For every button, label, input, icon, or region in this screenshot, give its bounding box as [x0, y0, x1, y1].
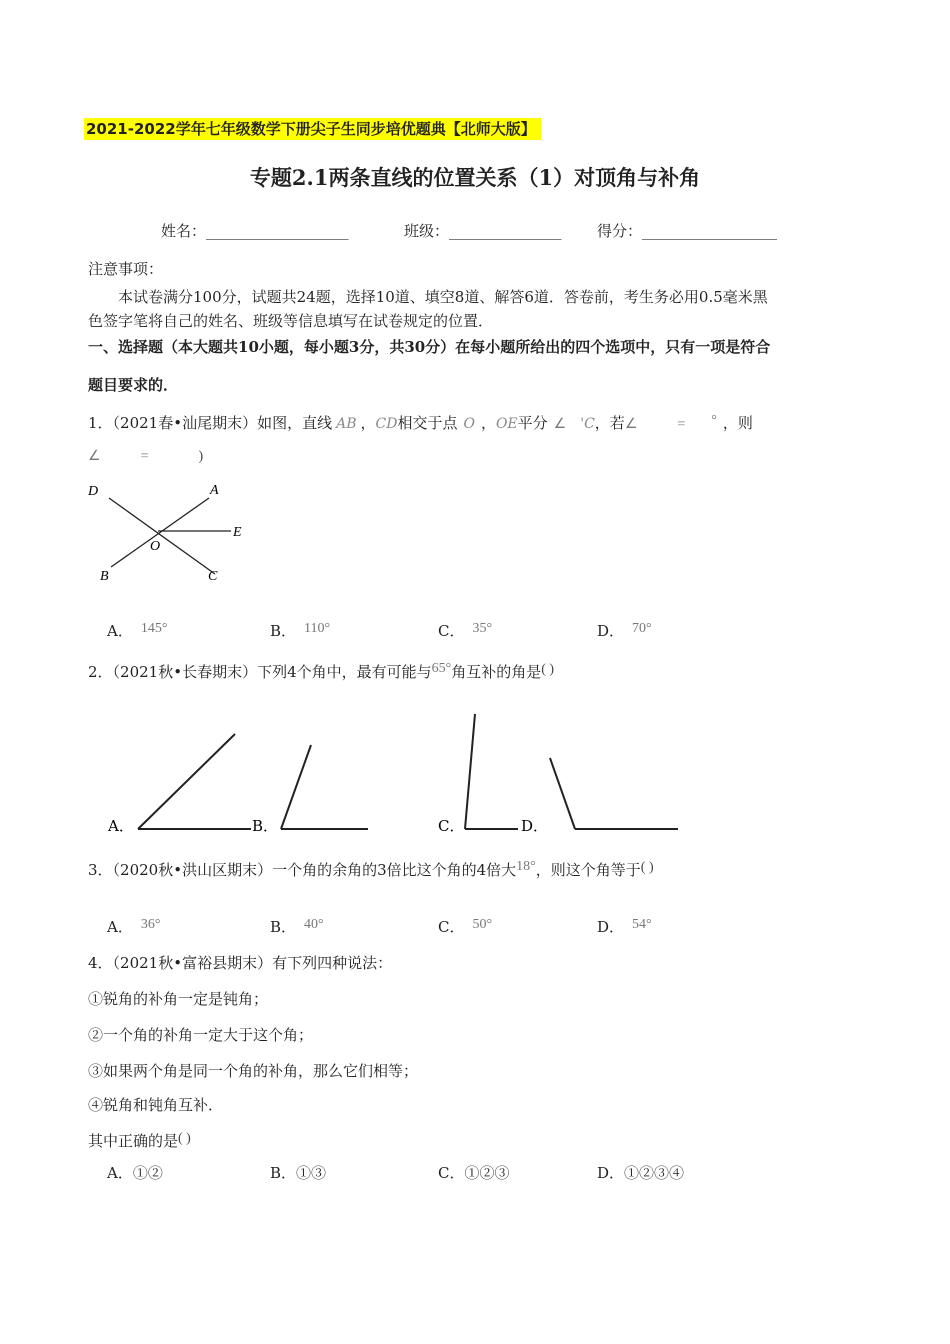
option-letter: A． [107, 918, 133, 936]
q4-statement-4: ④锐角和钝角互补． [88, 1096, 224, 1114]
option-letter: B． [270, 1164, 297, 1182]
angle-c[interactable] [438, 714, 518, 835]
class-label: 班级： [404, 222, 450, 240]
q3-paren: ( ) [640, 860, 654, 875]
q3-option-b[interactable] [270, 916, 324, 937]
q1-oe: OE [495, 416, 518, 432]
q3-text-2: ，则这个角等于 [535, 861, 641, 879]
q1-angle-1: ∠ [553, 417, 567, 432]
option-letter: A． [107, 622, 133, 640]
option-value: ①② [132, 1164, 163, 1182]
q1-equals-2: = [140, 449, 149, 464]
q1-text-4: ，若 [594, 414, 625, 432]
score-label: 得分： [597, 222, 643, 240]
option-letter: D． [597, 1164, 625, 1182]
option-value: 35° [472, 621, 493, 636]
section-line-2: 题目要求的． [88, 376, 179, 394]
q3-option-c[interactable] [438, 916, 492, 937]
option-value: 36° [140, 917, 161, 932]
q4-ask-text: 其中正确的是 [88, 1132, 179, 1150]
notice-line-1: 本试卷满分100分，试题共24题，选择10道、填空8道、解答6道．答卷前，考生务必用0.5毫米黑 [118, 288, 768, 306]
q3-number: 3． [88, 861, 113, 879]
option-value: 70° [632, 621, 652, 636]
q4-statement-1: ①锐角的补角一定是钝角； [88, 990, 269, 1008]
angle-b[interactable] [252, 745, 368, 835]
option-letter: B． [270, 622, 297, 640]
class-field[interactable] [404, 220, 562, 241]
q4-source: （2021秋•富裕县期末）有下列四种说法： [112, 954, 393, 972]
q1-option-b[interactable] [270, 620, 330, 641]
q1-figure [84, 478, 264, 590]
q1-text [88, 410, 753, 436]
q1-number: 1． [88, 414, 113, 432]
q4-paren: ( ) [178, 1131, 191, 1146]
option-value: 110° [304, 621, 331, 636]
option-letter: B． [270, 918, 297, 936]
q3-text [88, 856, 654, 881]
q1-angle-3: ∠ [88, 449, 101, 464]
angle-a[interactable] [107, 734, 251, 835]
point-label-d: D [88, 484, 99, 499]
q1-degree: ° [711, 413, 717, 428]
q1-o: O [463, 416, 475, 432]
q2-number: 2． [88, 663, 113, 681]
q1-text-line-2 [88, 444, 203, 468]
q4-option-c[interactable] [438, 1162, 510, 1183]
q1-angle-2: ∠ [624, 417, 638, 432]
name-label: 姓名： [161, 222, 207, 240]
option-letter: C． [438, 918, 465, 936]
q1-option-c[interactable] [438, 620, 492, 641]
angle-a-arm [138, 734, 235, 829]
q3-source: （2020秋•洪山区期末）一个角的余角的3倍比这个角的4倍大 [112, 861, 517, 879]
q4-option-a[interactable] [107, 1162, 163, 1183]
q1-comma-2: ， [480, 414, 496, 432]
q3-option-d[interactable] [597, 916, 652, 937]
option-letter: D． [597, 918, 625, 936]
q1-cd: CD [375, 416, 398, 432]
point-label-o: O [150, 539, 161, 554]
option-value: ①②③④ [624, 1164, 685, 1182]
q2-text [88, 658, 554, 683]
notice-line-2: 色签字笔将自己的姓名、班级等信息填写在试卷规定的位置． [88, 312, 494, 330]
q4-number: 4． [88, 954, 113, 972]
q1-ab: AB [336, 416, 357, 432]
score-blank[interactable]: __________________ [642, 222, 778, 240]
line-dc [109, 498, 215, 574]
option-letter: D． [597, 622, 625, 640]
option-value: ①③ [296, 1164, 327, 1182]
score-field[interactable] [597, 220, 777, 241]
angle-b-label: B． [252, 817, 279, 835]
option-value: 40° [304, 917, 324, 932]
q1-text-2: 相交于点 [397, 414, 458, 432]
q1-aoc: 'C [580, 416, 595, 432]
angle-b-arm [281, 745, 311, 829]
q3-option-a[interactable] [107, 916, 160, 937]
angle-d-arm [550, 758, 575, 829]
option-letter: C． [438, 622, 465, 640]
option-value: 50° [472, 917, 493, 932]
q1-option-a[interactable] [107, 620, 167, 641]
angle-a-label: A． [108, 817, 134, 835]
q2-angle: 65° [431, 661, 452, 676]
q2-source: （2021秋•长春期末）下列4个角中，最有可能与 [112, 663, 432, 681]
q1-option-d[interactable] [597, 620, 652, 641]
option-letter: A． [107, 1164, 133, 1182]
page-title: 专题2.1两条直线的位置关系（1）对顶角与补角 [249, 165, 701, 190]
q1-comma: ， [360, 414, 376, 432]
class-blank[interactable]: _______________ [449, 222, 562, 240]
point-label-c: C [208, 569, 218, 584]
notice-heading: 注意事项： [88, 260, 164, 278]
name-blank[interactable]: ___________________ [206, 222, 349, 240]
q1-text-5: ，则 [722, 414, 753, 432]
q2-figures [100, 700, 700, 840]
line-ab [111, 498, 209, 567]
angle-d-label: D． [521, 817, 549, 835]
q4-option-b[interactable] [270, 1162, 326, 1183]
q1-equals-1: = [677, 417, 686, 432]
series-banner: 2021-2022学年七年级数学下册尖子生同步培优题典【北师大版】 [84, 118, 541, 140]
point-label-a: A [210, 483, 219, 498]
q4-statement-3: ③如果两个角是同一个角的补角，那么它们相等； [88, 1062, 419, 1080]
option-letter: C． [438, 1164, 465, 1182]
name-field[interactable] [161, 220, 349, 241]
q1-source: （2021春•汕尾期末）如图，直线 [112, 414, 333, 432]
option-value: ①②③ [464, 1164, 510, 1182]
section-line-1: 一、选择题（本大题共10小题，每小题3分，共30分）在每小题所给出的四个选项中，只有一项是符合 [88, 338, 771, 356]
q4-ask [88, 1128, 191, 1152]
point-label-b: B [100, 569, 109, 584]
angle-c-arm [465, 714, 475, 829]
q2-text-2: 角互补的角是 [451, 663, 542, 681]
q1-text-3: 平分 [517, 414, 548, 432]
angle-c-label: C． [438, 817, 465, 835]
option-value: 54° [632, 917, 652, 932]
q4-statement-2: ②一个角的补角一定大于这个角； [88, 1026, 314, 1044]
q4-option-d[interactable] [597, 1162, 684, 1183]
q1-paren: ) [198, 449, 204, 464]
option-value: 145° [140, 621, 168, 636]
q3-angle: 18° [516, 859, 536, 874]
point-label-e: E [233, 525, 242, 540]
q4-text [88, 952, 392, 974]
q2-paren: ( ) [541, 662, 555, 677]
angle-d[interactable] [521, 758, 678, 835]
